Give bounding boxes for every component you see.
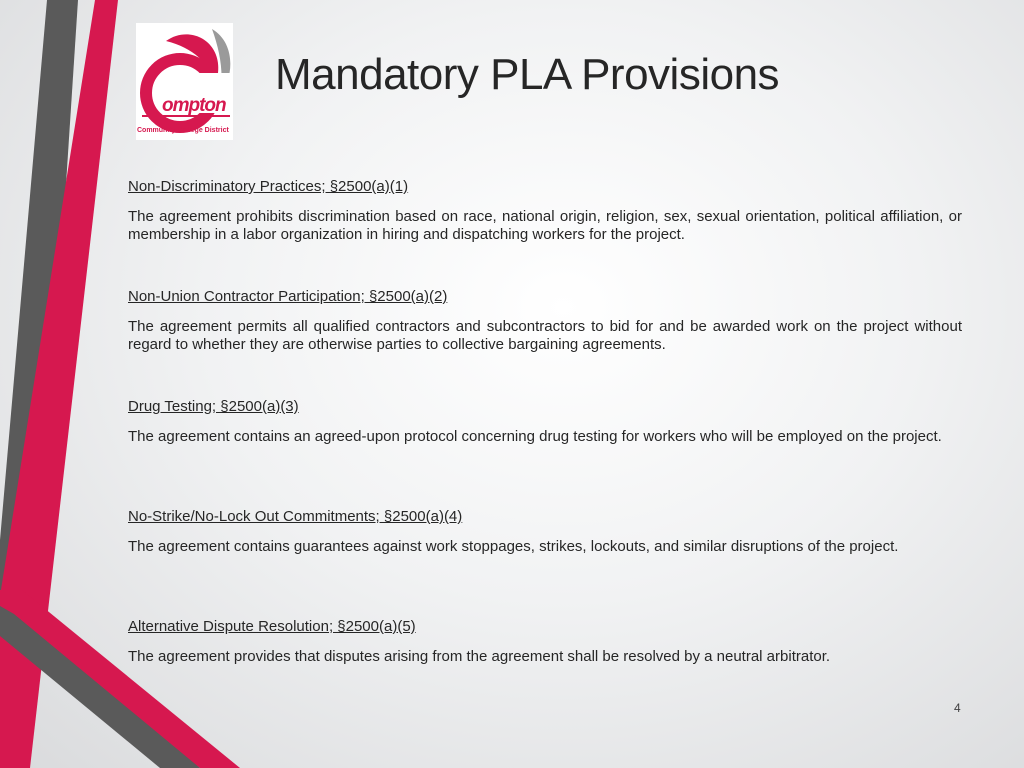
logo-name-text: ompton [162, 95, 226, 116]
provision-body: The agreement provides that disputes arising from the agreement shall be resolved by a neutral arbitrator. [128, 648, 831, 665]
provision-body: The agreement contains an agreed-upon protocol concerning drug testing for workers who will be employed on the project. [128, 428, 942, 445]
slide-number: 4 [954, 701, 961, 715]
provision-item [128, 288, 962, 398]
provision-item [128, 398, 962, 508]
provision-body: The agreement prohibits discrimination based on race, national origin, religion, sex, sexual orientation, political affiliation, or membership in a labor organization in hiring and dispatching workers for the project. [128, 208, 962, 243]
provision-item [128, 178, 962, 288]
provision-heading: Non-Discriminatory Practices; §2500(a)(1) [128, 178, 409, 195]
college-logo [136, 23, 233, 140]
slide-title: Mandatory PLA Provisions [275, 50, 780, 99]
provisions-list [128, 178, 962, 728]
provision-heading: Alternative Dispute Resolution; §2500(a)(5) [128, 618, 416, 635]
logo-subtitle-text: Community College District [137, 127, 229, 134]
provision-item [128, 618, 962, 728]
provision-body: The agreement permits all qualified contractors and subcontractors to bid for and be awarded work on the project without regard to whether they are otherwise parties to collective bargaining agreements. [128, 318, 962, 353]
provision-heading: No-Strike/No-Lock Out Commitments; §2500(a)(4) [128, 508, 463, 525]
provision-heading: Drug Testing; §2500(a)(3) [128, 398, 299, 415]
provision-heading: Non-Union Contractor Participation; §2500(a)(2) [128, 288, 448, 305]
provision-item [128, 508, 962, 618]
provision-body: The agreement contains guarantees against work stoppages, strikes, lockouts, and similar disruptions of the project. [128, 538, 899, 555]
